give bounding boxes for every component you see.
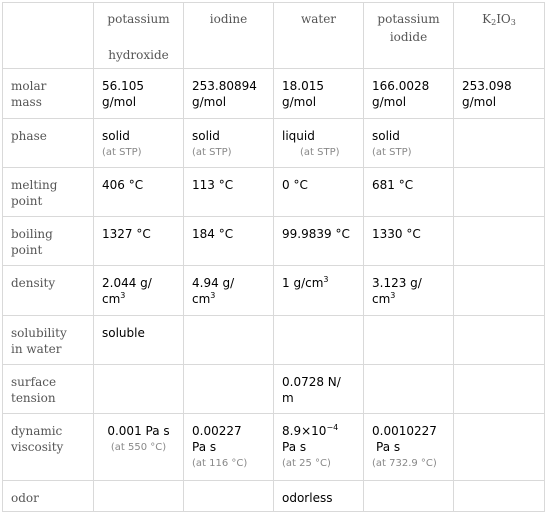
cell-koh-odor: [94, 481, 184, 512]
cell-ki-density: [364, 266, 454, 316]
formula-subscript: 2: [491, 18, 497, 27]
header-line: iodine: [209, 12, 248, 26]
cell-k2io3-molar-mass: 253.098 g/mol: [454, 69, 545, 119]
row-dynamic-viscosity: [3, 414, 545, 481]
value-line: m: [282, 391, 294, 405]
cell-k2io3-boiling-point: [454, 217, 545, 266]
cell-iodine-solubility: [184, 316, 274, 365]
label-line: tension: [11, 391, 56, 405]
cell-koh-viscosity: [94, 414, 184, 481]
cell-k2io3-odor: [454, 481, 545, 512]
column-header-potassium-hydroxide: [94, 3, 184, 69]
viscosity-unit: Pa s: [192, 440, 217, 454]
row-melting-point: [3, 168, 545, 217]
unit-exponent: 3: [120, 291, 126, 300]
cell-koh-surface-tension: [94, 365, 184, 414]
condition-note: (at STP): [300, 147, 340, 158]
header-line: water: [300, 12, 337, 26]
cell-koh-phase: [94, 119, 184, 168]
header-row: [3, 3, 545, 69]
viscosity-unit: Pa s: [282, 440, 307, 454]
cell-k2io3-density: [454, 266, 545, 316]
row-label-solubility: [3, 316, 94, 365]
cell-ki-solubility: [364, 316, 454, 365]
cell-water-solubility: [274, 316, 364, 365]
label-line: surface: [11, 375, 57, 389]
phase-value: solid: [102, 129, 130, 143]
density-number: 4.94 g/: [192, 276, 235, 290]
row-label-boiling-point: [3, 217, 94, 266]
cell-iodine-boiling-point: 184 °C: [184, 217, 274, 266]
column-header-potassium-iodide: [364, 3, 454, 69]
cell-iodine-phase: [184, 119, 274, 168]
viscosity-exponent: −4: [326, 423, 339, 432]
condition-note: (at 116 °C): [192, 458, 248, 469]
unit-exponent: 3: [323, 275, 329, 284]
column-header-water: [274, 3, 364, 69]
header-line: potassium: [107, 12, 170, 26]
label-line: mass: [11, 95, 42, 109]
cell-water-molar-mass: 18.015 g/mol: [274, 69, 364, 119]
cell-ki-viscosity: [364, 414, 454, 481]
row-phase: [3, 119, 545, 168]
row-label-phase: phase: [3, 119, 94, 168]
condition-note: (at STP): [192, 147, 232, 158]
cell-k2io3-solubility: [454, 316, 545, 365]
label-line: viscosity: [11, 440, 64, 454]
viscosity-mantissa: 8.9: [282, 424, 302, 438]
cell-koh-solubility: soluble: [94, 316, 184, 365]
cell-koh-molar-mass: 56.105 g/mol: [94, 69, 184, 119]
properties-table: [2, 2, 545, 512]
density-number: 2.044 g/: [102, 276, 152, 290]
cell-iodine-odor: [184, 481, 274, 512]
cell-water-phase: [274, 119, 364, 168]
viscosity-value: 0.0010227: [372, 424, 437, 438]
row-solubility: [3, 316, 545, 365]
label-line: boiling: [11, 227, 53, 241]
cell-water-density: [274, 266, 364, 316]
cell-ki-phase: [364, 119, 454, 168]
formula-subscript: 3: [510, 18, 516, 27]
formula-part: IO: [496, 12, 511, 26]
label-line: point: [11, 194, 43, 208]
row-density: [3, 266, 545, 316]
row-label-melting-point: [3, 168, 94, 217]
value-line: 0.0728 N/: [282, 375, 341, 389]
cell-koh-melting-point: 406 °C: [94, 168, 184, 217]
cell-k2io3-viscosity: [454, 414, 545, 481]
unit-exponent: 3: [390, 291, 396, 300]
row-label-dynamic-viscosity: [3, 414, 94, 481]
label-line: melting: [11, 178, 58, 192]
density-number: 3.123 g/: [372, 276, 422, 290]
header-line: hydroxide: [108, 48, 169, 62]
column-header-iodine: [184, 3, 274, 69]
formula-part: K: [482, 12, 492, 26]
header-line: potassium: [377, 12, 440, 26]
density-unit: cm: [192, 292, 211, 306]
viscosity-value: 0.00227: [192, 424, 242, 438]
cell-ki-odor: [364, 481, 454, 512]
cell-ki-boiling-point: 1330 °C: [364, 217, 454, 266]
viscosity-base: 10: [311, 424, 327, 438]
phase-value: liquid: [282, 129, 315, 143]
row-surface-tension: [3, 365, 545, 414]
row-label-density: density: [3, 266, 94, 316]
column-header-k2io3: [454, 3, 545, 69]
cell-iodine-viscosity: [184, 414, 274, 481]
label-line: dynamic: [11, 424, 63, 438]
viscosity-unit: Pa s: [376, 440, 401, 454]
label-line: molar: [11, 79, 47, 93]
cell-water-odor: odorless: [274, 481, 364, 512]
cell-water-boiling-point: 99.9839 °C: [274, 217, 364, 266]
row-odor: [3, 481, 545, 512]
label-line: solubility: [11, 326, 67, 340]
row-label-molar-mass: [3, 69, 94, 119]
density-number: 1 g/cm: [282, 276, 324, 290]
condition-note: (at STP): [102, 147, 142, 158]
condition-note: (at STP): [372, 147, 412, 158]
cell-iodine-surface-tension: [184, 365, 274, 414]
row-label-odor: odor: [3, 481, 94, 512]
cell-ki-molar-mass: 166.0028 g/mol: [364, 69, 454, 119]
phase-value: solid: [192, 129, 220, 143]
times-sign: ×: [301, 424, 312, 438]
condition-note: (at 25 °C): [282, 458, 331, 469]
condition-note: (at 732.9 °C): [372, 458, 437, 469]
label-line: in water: [11, 342, 62, 356]
row-label-surface-tension: [3, 365, 94, 414]
label-line: point: [11, 243, 43, 257]
cell-water-viscosity: [274, 414, 364, 481]
cell-iodine-melting-point: 113 °C: [184, 168, 274, 217]
cell-k2io3-phase: [454, 119, 545, 168]
cell-koh-boiling-point: 1327 °C: [94, 217, 184, 266]
cell-water-surface-tension: [274, 365, 364, 414]
cell-k2io3-melting-point: [454, 168, 545, 217]
cell-k2io3-surface-tension: [454, 365, 545, 414]
cell-iodine-density: [184, 266, 274, 316]
cell-koh-density: [94, 266, 184, 316]
cell-iodine-molar-mass: 253.80894 g/mol: [184, 69, 274, 119]
row-molar-mass: [3, 69, 545, 119]
cell-ki-melting-point: 681 °C: [364, 168, 454, 217]
density-unit: cm: [372, 292, 391, 306]
cell-water-melting-point: 0 °C: [274, 168, 364, 217]
density-unit: cm: [102, 292, 121, 306]
unit-exponent: 3: [210, 291, 216, 300]
cell-ki-surface-tension: [364, 365, 454, 414]
corner-cell: [3, 3, 94, 69]
header-line: iodide: [389, 30, 428, 44]
row-boiling-point: [3, 217, 545, 266]
condition-note: (at 550 °C): [110, 442, 167, 453]
phase-value: solid: [372, 129, 400, 143]
viscosity-value: 0.001 Pa s: [107, 424, 170, 438]
